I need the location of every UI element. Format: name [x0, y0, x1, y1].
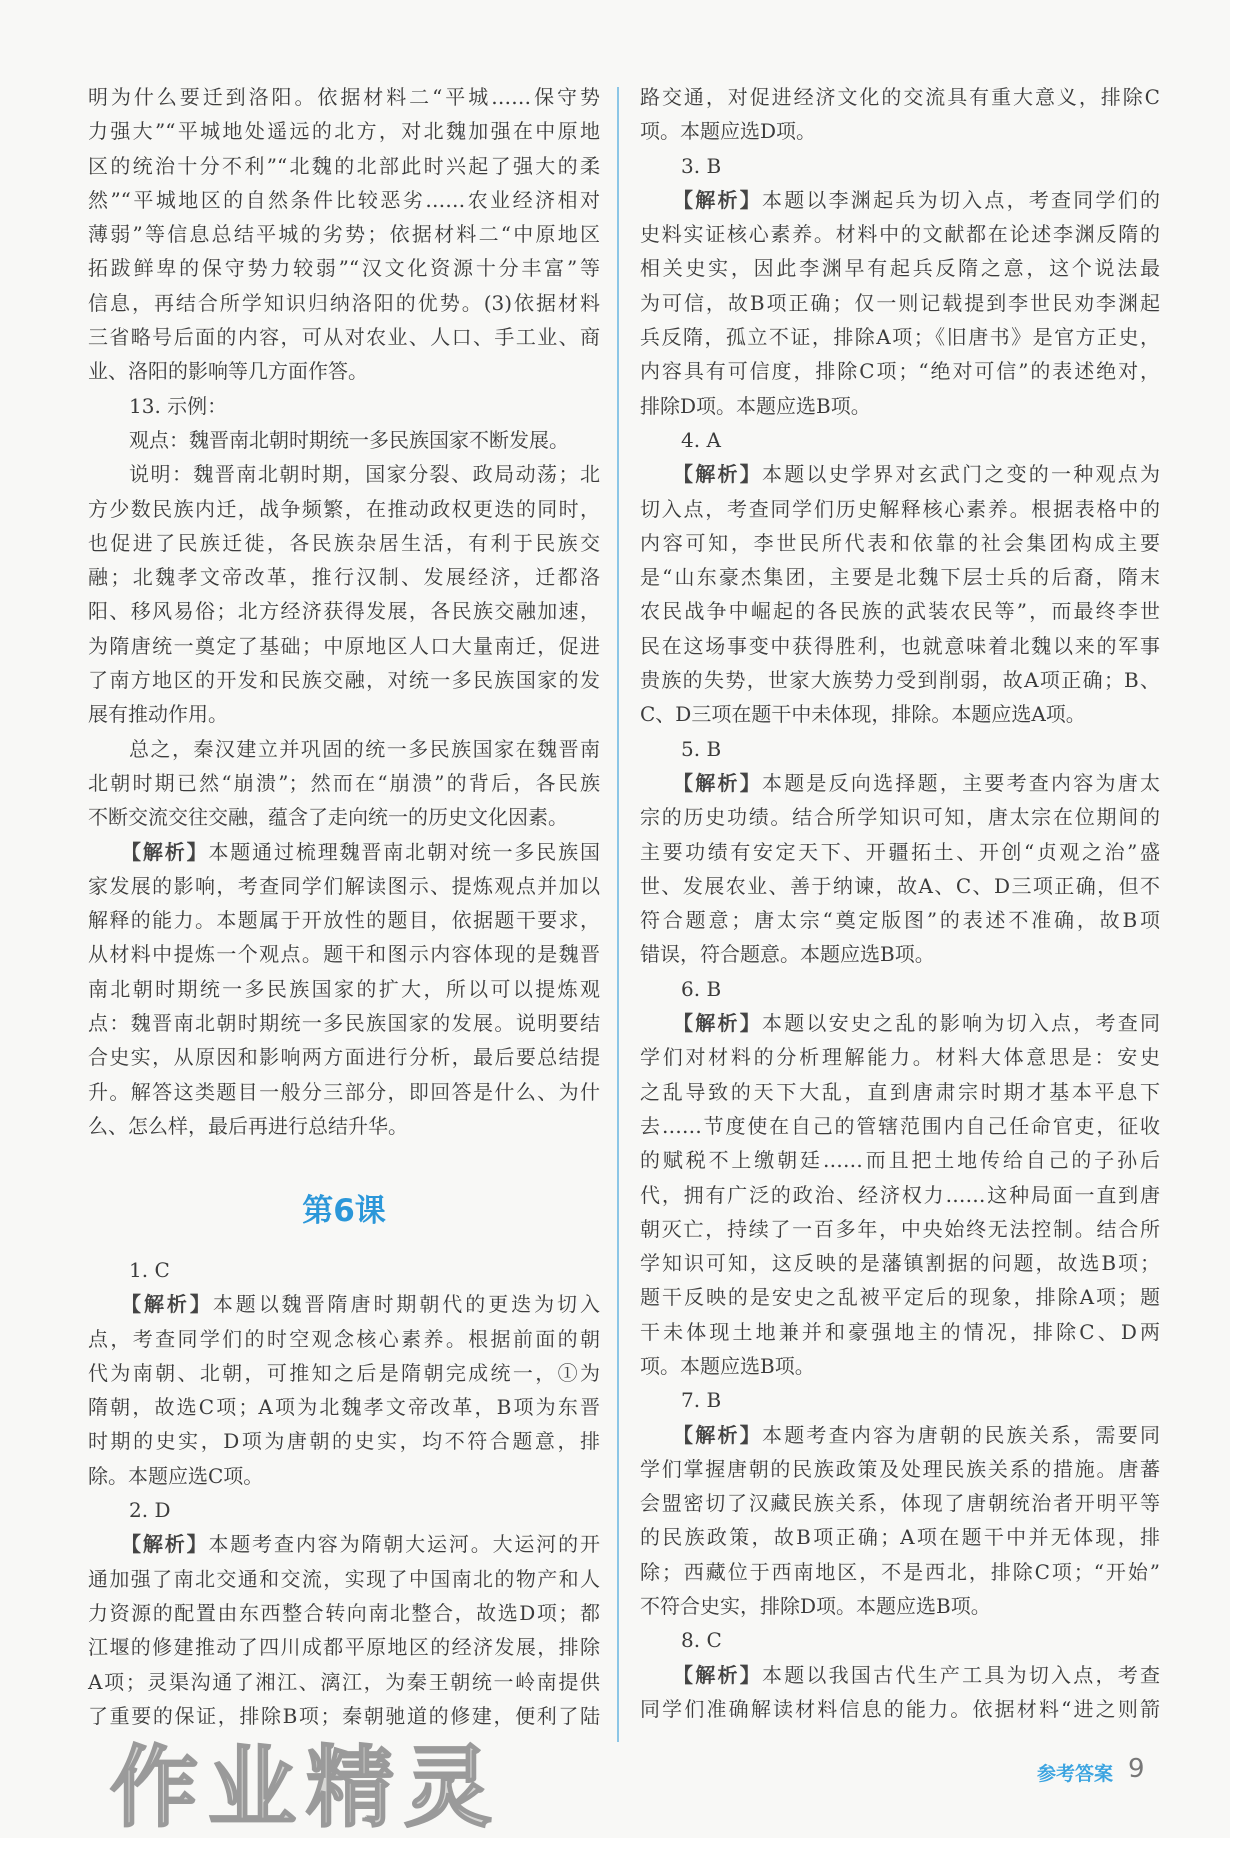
- text-line-content: 本题以李渊起兵为切入点，考查同学们的: [761, 187, 1161, 212]
- text-line: C、D三项在题干中未体现，排除。本题应选A项。: [640, 702, 1086, 727]
- analysis-paragraph: [640, 1418, 1160, 1624]
- analysis-paragraph: [88, 835, 600, 1144]
- text-line: 方少数民族内迁，战争频繁，在推动政权更迭的同时，: [88, 496, 600, 521]
- text-line: 三省略号后面的内容，可从对农业、人口、手工业、商: [88, 325, 600, 350]
- text-line: 路交通，对促进经济文化的交流具有重大意义，排除C: [640, 85, 1160, 109]
- text-line: 项。本题应选B项。: [640, 1353, 815, 1378]
- text-line: 从材料中提炼一个观点。题干和图示内容体现的是魏晋: [88, 942, 600, 967]
- text-line: 也促进了民族迁徙，各民族杂居生活，有利于民族交: [88, 530, 600, 555]
- text-line: 内容可知，李世民所代表和依靠的社会集团构成主要: [640, 530, 1160, 555]
- footer-section-label: 参考答案: [1037, 1763, 1114, 1785]
- paragraph: [640, 1623, 1160, 1657]
- paragraph: [88, 732, 600, 835]
- text-line: 合史实，从原因和影响两方面进行分析，最后要总结提: [88, 1045, 600, 1070]
- text-line: [640, 1658, 1160, 1692]
- paragraph: [88, 389, 600, 423]
- text-line: 隋朝，故选C项；A项为北魏孝文帝改革，B项为东晋: [88, 1395, 600, 1420]
- analysis-label: 【解析】: [121, 839, 209, 864]
- text-line: 点：魏晋南北朝时期统一多民族国家的发展。说明要结: [88, 1011, 600, 1036]
- text-line: 3. B: [681, 153, 722, 178]
- text-line: 宗的历史功绩。结合所学知识可知，唐太宗在位期间的: [640, 805, 1160, 830]
- text-line: 点，考查同学们的时空观念核心素养。根据前面的朝: [88, 1326, 600, 1351]
- text-line: 6. B: [681, 976, 722, 1001]
- text-line: [640, 183, 1160, 217]
- text-line: [640, 766, 1160, 800]
- text-line: A项；灵渠沟通了湘江、漓江，为秦王朝统一岭南提供: [88, 1669, 600, 1694]
- text-line: 5. B: [681, 736, 722, 761]
- text-line: 错误，符合题意。本题应选B项。: [640, 942, 935, 967]
- text-line: 代为南朝、北朝，可推知之后是隋朝完成统一，①为: [88, 1360, 600, 1385]
- text-line: 贵族的失势，世家大族势力受到削弱，故A项正确；B、: [640, 668, 1160, 693]
- paragraph: [88, 457, 600, 731]
- paragraph: [640, 972, 1160, 1006]
- paragraph: [640, 149, 1160, 183]
- text-line: 明为什么要迁到洛阳。依据材料二“平城……保守势: [88, 85, 600, 109]
- left-column-top: [88, 80, 600, 1143]
- text-line: 南北朝时期统一多民族国家的扩大，所以可以提炼观: [88, 976, 600, 1001]
- text-line: 会盟密切了汉藏民族关系，体现了唐朝统治者开明平等: [640, 1491, 1160, 1516]
- text-line: 内容具有可信度，排除C项；“绝对可信”的表述绝对，: [640, 359, 1160, 384]
- paragraph: [88, 1493, 600, 1527]
- text-line: 展有推动作用。: [88, 702, 228, 727]
- text-line: 的赋税不上缴朝廷……而且把土地传给自己的子孙后: [640, 1148, 1160, 1173]
- analysis-label: 【解析】: [121, 1292, 213, 1317]
- text-line: 江堰的修建推动了四川成都平原地区的经济发展，排除: [88, 1635, 600, 1660]
- text-line-content: 本题以安史之乱的影响为切入点，考查同: [761, 1011, 1161, 1036]
- right-column: [640, 80, 1160, 1726]
- text-line: [88, 1287, 600, 1321]
- left-column-bottom: [88, 1253, 600, 1733]
- text-line: 不断交流交往交融，蕴含了走向统一的历史文化因素。: [88, 805, 568, 830]
- text-line: 2. D: [129, 1498, 171, 1523]
- text-line: 拓跋鲜卑的保守势力较弱”“汉文化资源十分丰富”等: [88, 256, 600, 281]
- text-line: 世、发展农业、善于纳谏，故A、C、D三项正确，但不: [640, 873, 1160, 898]
- text-line: 是“山东豪杰集团，主要是北魏下层士兵的后裔，隋末: [640, 565, 1160, 590]
- analysis-label: 【解析】: [121, 1532, 209, 1557]
- analysis-paragraph: [640, 1006, 1160, 1383]
- text-line-content: 本题是反向选择题，主要考查内容为唐太: [761, 770, 1161, 795]
- text-line: 观点：魏晋南北朝时期统一多民族国家不断发展。: [129, 427, 569, 452]
- text-line: 干未体现土地兼并和豪强地主的情况，排除C、D两: [640, 1319, 1160, 1344]
- text-line: 学知识可知，这反映的是藩镇割据的问题，故选B项；: [640, 1251, 1160, 1276]
- text-line: 通加强了南北交通和交流，实现了中国南北的物产和人: [88, 1566, 600, 1591]
- text-line: 除。本题应选C项。: [88, 1463, 264, 1488]
- text-line: 兵反隋，孤立不证，排除A项；《旧唐书》是官方正史，: [640, 325, 1160, 350]
- text-line: 解释的能力。本题属于开放性的题目，依据题干要求，: [88, 908, 600, 933]
- text-line: 之乱导致的天下大乱，直到唐肃宗时期才基本平息下: [640, 1079, 1160, 1104]
- analysis-label: 【解析】: [673, 1422, 762, 1447]
- text-line: 相关史实，因此李渊早有起兵反隋之意，这个说法最: [640, 256, 1160, 281]
- text-line: 切入点，考查同学们历史解释核心素养。根据表格中的: [640, 496, 1160, 521]
- text-line-content: 本题通过梳理魏晋南北朝对统一多民族国: [208, 839, 601, 864]
- text-line: 符合题意；唐太宗“奠定版图”的表述不准确，故B项: [640, 908, 1160, 933]
- paragraph: [88, 80, 600, 389]
- text-line: 融；北魏孝文帝改革，推行汉制、发展经济，迁都洛: [88, 565, 600, 590]
- column-divider: [617, 87, 619, 1742]
- text-line: 阳、移风易俗；北方经济获得发展，各民族交融加速，: [88, 599, 600, 624]
- analysis-label: 【解析】: [673, 1662, 762, 1687]
- text-line: 然”“平城地区的自然条件比较恶劣……农业经济相对: [88, 187, 600, 212]
- text-line: 了重要的保证，排除B项；秦朝驰道的修建，便利了陆: [88, 1703, 600, 1728]
- text-line: 信息，再结合所学知识归纳洛阳的优势。(3)依据材料: [88, 290, 600, 315]
- text-line: 主要功绩有安定天下、开疆拓土、开创“贞观之治”盛: [640, 839, 1160, 864]
- text-line-content: 本题考查内容为隋朝大运河。大运河的开: [208, 1532, 601, 1557]
- text-line: 了南方地区的开发和民族交融，对统一多民族国家的发: [88, 668, 600, 693]
- paragraph: [640, 1383, 1160, 1417]
- text-line: 时期的史实，D项为唐朝的史实，均不符合题意，排: [88, 1429, 600, 1454]
- text-line: 民在这场事变中获得胜利，也就意味着北魏以来的军事: [640, 633, 1160, 658]
- text-line-content: 本题以史学界对玄武门之变的一种观点为: [761, 462, 1161, 487]
- text-line: 同学们准确解读材料信息的能力。依据材料“进之则箭: [640, 1696, 1160, 1721]
- text-line: 农民战争中崛起的各民族的武装农民等”，而最终李世: [640, 599, 1160, 624]
- text-line: 为可信，故B项正确；仅一则记载提到李世民劝李渊起: [640, 290, 1160, 315]
- analysis-paragraph: [640, 183, 1160, 423]
- text-line: 学们掌握唐朝的民族政策及处理民族关系的措施。唐蕃: [640, 1456, 1160, 1481]
- text-line: 项。本题应选D项。: [640, 119, 817, 144]
- text-line: 题干反映的是安史之乱被平定后的现象，排除A项；题: [640, 1285, 1160, 1310]
- analysis-paragraph: [88, 1287, 600, 1493]
- lesson-title: 第6课: [302, 1193, 386, 1229]
- analysis-paragraph: [640, 457, 1160, 731]
- text-line: 薄弱”等信息总结平城的劣势；依据材料二“中原地区: [88, 222, 600, 247]
- paragraph: [640, 423, 1160, 457]
- analysis-label: 【解析】: [673, 770, 762, 795]
- text-line: 去……节度使在自己的管辖范围内自己任命官吏，征收: [640, 1113, 1160, 1138]
- text-line: [640, 1418, 1160, 1452]
- text-line: [640, 1006, 1160, 1040]
- text-line: 排除D项。本题应选B项。: [640, 393, 871, 418]
- text-line: 8. C: [681, 1628, 722, 1653]
- text-line: 力强大”“平城地处遥远的北方，对北魏加强在中原地: [88, 119, 600, 144]
- text-line: 业、洛阳的影响等几方面作答。: [88, 359, 368, 384]
- analysis-label: 【解析】: [673, 462, 762, 487]
- text-line: 的民族政策，故B项正确；A项在题干中并无体现，排: [640, 1525, 1160, 1550]
- paragraph: [640, 732, 1160, 766]
- text-line: 13. 示例：: [129, 393, 228, 418]
- text-line: 学们对材料的分析理解能力。材料大体意思是：安史: [640, 1045, 1160, 1070]
- text-line: 么、怎么样，最后再进行总结升华。: [88, 1113, 408, 1138]
- analysis-label: 【解析】: [673, 187, 762, 212]
- text-line: 7. B: [681, 1388, 722, 1413]
- text-line: 不符合史实，排除D项。本题应选B项。: [640, 1594, 991, 1619]
- text-line-content: 本题以我国古代生产工具为切入点，考查: [761, 1662, 1161, 1687]
- analysis-label: 【解析】: [673, 1011, 762, 1036]
- analysis-paragraph: [88, 1527, 600, 1733]
- text-line: 4. A: [681, 427, 721, 452]
- text-line-content: 本题考查内容为唐朝的民族关系，需要同: [761, 1422, 1161, 1447]
- text-line: 朝灭亡，持续了一百多年，中央始终无法控制。结合所: [640, 1216, 1160, 1241]
- text-line: [88, 835, 600, 869]
- text-line: 1. C: [129, 1258, 170, 1282]
- text-line: [88, 1527, 600, 1561]
- text-line: 除；西藏位于西南地区，不是西北，排除C项；“开始”: [640, 1559, 1160, 1584]
- text-line: 升。解答这类题目一般分三部分，即回答是什么、为什: [88, 1079, 600, 1104]
- text-line: 力资源的配置由东西整合转向南北整合，故选D项；都: [88, 1600, 600, 1625]
- text-line: 说明：魏晋南北朝时期，国家分裂、政局动荡；北: [129, 462, 600, 487]
- analysis-paragraph: [640, 1658, 1160, 1727]
- text-line: 北朝时期已然“崩溃”；然而在“崩溃”的背后，各民族: [88, 770, 600, 795]
- text-line: 为隋唐统一奠定了基础；中原地区人口大量南迁，促进: [88, 633, 600, 658]
- paragraph: [640, 80, 1160, 149]
- text-line: 史料实证核心素养。材料中的文献都在论述李渊反隋的: [640, 222, 1160, 247]
- text-line: 区的统治十分不利”“北魏的北部此时兴起了强大的柔: [88, 153, 600, 178]
- text-line: 家发展的影响，考查同学们解读图示、提炼观点并加以: [88, 873, 600, 898]
- text-line: 代，拥有广泛的政治、经济权力……这种局面一直到唐: [640, 1182, 1160, 1207]
- text-line: [640, 457, 1160, 491]
- paragraph: [88, 1253, 600, 1287]
- analysis-paragraph: [640, 766, 1160, 972]
- text-line: 总之，秦汉建立并巩固的统一多民族国家在魏晋南: [129, 736, 600, 761]
- text-line-content: 本题以魏晋隋唐时期朝代的更迭为切入: [212, 1292, 601, 1317]
- paragraph: [88, 423, 600, 457]
- watermark: 作业精灵: [110, 1736, 503, 1839]
- page-number: 9: [1128, 1754, 1145, 1784]
